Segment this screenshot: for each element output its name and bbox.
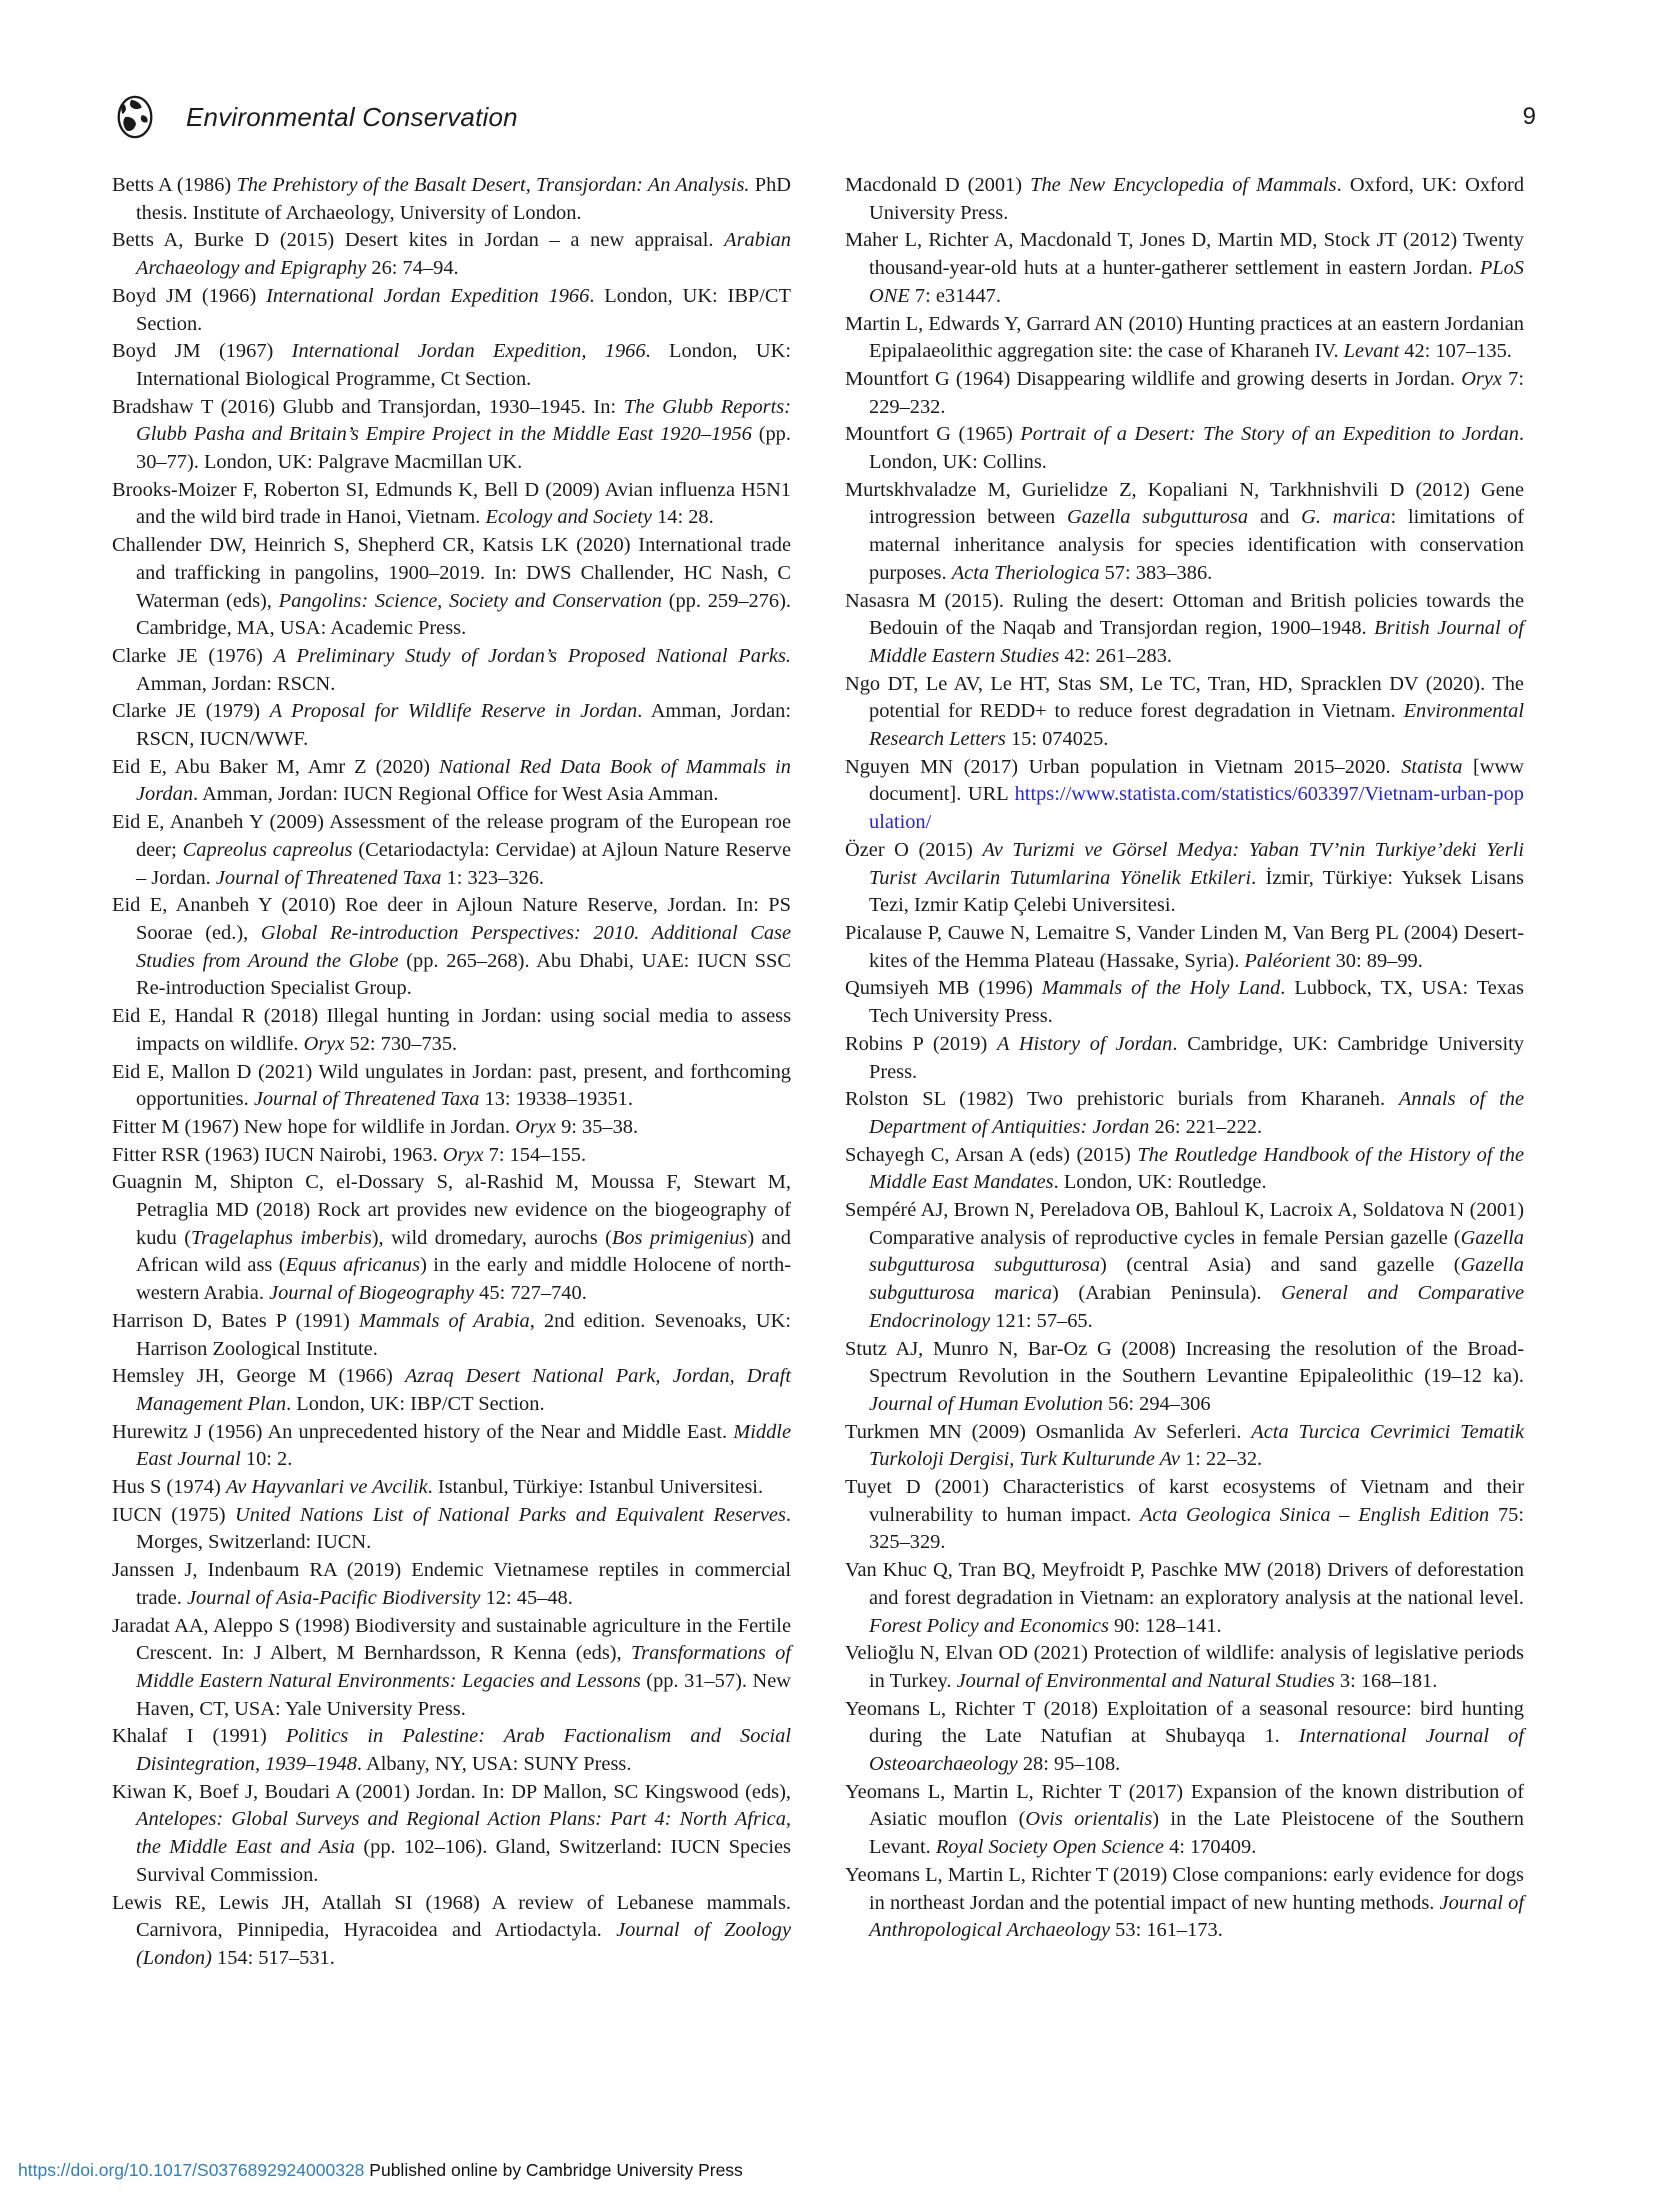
reference-text: Eid E, Ananbeh Y (2010) Roe deer in Ajloun Nature Reserve, Jordan. In: PS Soorae (ed.), — [112, 894, 791, 944]
reference-text: Van Khuc Q, Tran BQ, Meyfroidt P, Paschke MW (2018) Drivers of deforestation and forest degradation in Vietnam: an exploratory analysis at the national level. — [845, 1559, 1524, 1609]
reference-entry — [112, 1363, 791, 1418]
reference-entry — [112, 1114, 791, 1142]
reference-entry — [845, 1031, 1524, 1086]
reference-text: . London, UK: Collins. — [869, 423, 1525, 474]
reference-italic-text: Antelopes: Global Surveys and Regional Action Plans: Part 4: North Africa, the Middle East and Asia — [136, 1808, 791, 1859]
reference-text: Robins P (2019) — [845, 1032, 997, 1055]
reference-italic-text: Journal of Human Evolution — [869, 1392, 1103, 1415]
reference-italic-text: Journal of Asia-Pacific Biodiversity — [186, 1586, 481, 1609]
reference-text: Turkmen MN (2009) Osmanlida Av Seferleri. — [845, 1420, 1252, 1443]
reference-text: . Amman, Jordan: IUCN Regional Office for West Asia Amman. — [193, 783, 719, 806]
reference-text: Betts A, Burke D (2015) Desert kites in Jordan – a new appraisal. — [112, 229, 725, 252]
reference-entry — [845, 1474, 1524, 1557]
reference-italic-text: Levant — [1343, 340, 1400, 363]
reference-text: Mountfort G (1964) Disappearing wildlife and growing deserts in Jordan. — [845, 367, 1462, 390]
reference-text: Guagnin M, Shipton C, el-Dossary S, al-Rashid M, Moussa F, Stewart M, Petraglia MD (2018) Rock art provides new evidence on the biogeography of kudu ( — [112, 1171, 791, 1249]
reference-italic-text: Journal of Threatened Taxa — [215, 866, 442, 889]
reference-entry — [112, 172, 791, 227]
reference-text: Lewis RE, Lewis JH, Atallah SI (1968) A review of Lebanese mammals. Carnivora, Pinnipedia, Hyracoidea and Artiodactyla. — [112, 1891, 791, 1942]
reference-url-link[interactable]: https://www.statista.com/statistics/603397/Vietnam-urban-population/ — [869, 783, 1524, 834]
reference-entry — [845, 421, 1524, 476]
reference-italic-text: Gazella subgutturosa marica — [869, 1254, 1524, 1305]
reference-italic-text: Environmental Research Letters — [869, 700, 1524, 751]
reference-entry — [112, 283, 791, 338]
reference-italic-text: Journal of Threatened Taxa — [253, 1088, 480, 1111]
reference-italic-text: United Nations List of National Parks and Equivalent Reserves — [235, 1503, 786, 1526]
reference-text: 10: 2. — [240, 1448, 293, 1471]
reference-italic-text: Ecology and Society — [485, 506, 652, 529]
reference-text: Clarke JE (1979) — [112, 700, 270, 723]
reference-entry — [112, 1003, 791, 1058]
reference-text: . London, UK: International Biological Programme, Ct Section. — [136, 340, 791, 390]
reference-italic-text: International Journal of Osteoarchaeology — [869, 1725, 1524, 1776]
reference-text: Jaradat AA, Aleppo S (1998) Biodiversity and sustainable agriculture in the Fertile Crescent. In: J Albert, M Bernhardsson, R Kenna (eds), — [112, 1614, 791, 1665]
reference-italic-text: British Journal of Middle Eastern Studies — [869, 617, 1524, 667]
reference-text: Boyd JM (1966) — [112, 284, 267, 307]
reference-entry — [112, 1059, 791, 1114]
reference-text: Nguyen MN (2017) Urban population in Vietnam 2015–2020. — [845, 755, 1402, 778]
reference-text: 9: 35–38. — [555, 1115, 639, 1138]
reference-entry — [112, 892, 791, 1003]
reference-italic-text: Oryx — [442, 1143, 484, 1166]
reference-text: Eid E, Handal R (2018) Illegal hunting in Jordan: using social media to assess impacts on wildlife. — [112, 1005, 791, 1055]
reference-italic-text: The New Encyclopedia of Mammals — [1030, 174, 1337, 196]
reference-text: Stutz AJ, Munro N, Bar-Oz G (2008) Increasing the resolution of the Broad-Spectrum Revolution in the Southern Levantine Epipaleolithic (19–12 ka). — [845, 1337, 1524, 1388]
reference-text: Hemsley JH, George M (1966) — [112, 1365, 405, 1388]
reference-entry — [112, 754, 791, 809]
reference-entry — [845, 588, 1524, 671]
reference-italic-text: Av Turizmi ve Görsel Medya: Yaban TV’nin Turkiye’deki Yerli Turist Avcilarin Tutumlarina Yönelik Etkileri — [869, 838, 1524, 889]
reference-italic-text: The Glubb Reports: Glubb Pasha and Britain’s Empire Project in the Middle East 1920–1956 — [136, 395, 792, 446]
reference-text: Hus S (1974) — [112, 1476, 226, 1499]
reference-italic-text: Bos primigenius — [611, 1226, 748, 1249]
reference-text: Macdonald D (2001) — [845, 174, 1031, 196]
reference-text: . Oxford, UK: Oxford University Press. — [869, 174, 1525, 224]
reference-entry — [845, 975, 1524, 1030]
reference-text: Yeomans L, Martin L, Richter T (2017) Expansion of the known distribution of Asiatic mouflon ( — [845, 1780, 1524, 1831]
reference-text: Clarke JE (1976) — [112, 644, 274, 667]
reference-entry — [845, 1640, 1524, 1695]
reference-text: 1: 22–32. — [1180, 1448, 1263, 1471]
references-column-left — [112, 172, 791, 1973]
reference-italic-text: Paléorient — [1244, 949, 1331, 972]
reference-entry — [112, 532, 791, 643]
reference-text: Brooks-Moizer F, Roberton SI, Edmunds K, Bell D (2009) Avian influenza H5N1 and the wild bird trade in Hanoi, Vietnam. — [112, 478, 791, 529]
reference-italic-text: The Routledge Handbook of the History of the Middle East Mandates — [869, 1143, 1524, 1194]
reference-entry — [112, 1142, 791, 1170]
reference-entry — [112, 809, 791, 892]
reference-text: ) in the early and middle Holocene of north-western Arabia. — [136, 1254, 791, 1305]
reference-text: , 2nd edition. Sevenoaks, UK: Harrison Zoological Institute. — [136, 1309, 791, 1360]
page-header — [112, 92, 1536, 142]
reference-italic-text: Equus africanus — [285, 1254, 421, 1277]
reference-text: ) and African wild ass ( — [136, 1226, 791, 1277]
reference-italic-text: Annals of the Department of Antiquities: Jordan — [869, 1088, 1524, 1138]
reference-text: Qumsiyeh MB (1996) — [845, 977, 1042, 1000]
reference-text: ) in the Late Pleistocene of the Southern Levant. — [869, 1808, 1524, 1859]
reference-entry — [112, 1557, 791, 1612]
reference-text: ) (Arabian Peninsula). — [1052, 1282, 1282, 1305]
reference-entry — [112, 477, 791, 532]
reference-text: 13: 19338–19351. — [479, 1088, 633, 1111]
reference-text: . Lubbock, TX, USA: Texas Tech University Press. — [869, 977, 1524, 1028]
reference-text: Maher L, Richter A, Macdonald T, Jones D, Martin MD, Stock JT (2012) Twenty thousand-year-old huts at a hunter-gatherer settlement in eastern Jordan. — [845, 229, 1524, 280]
publisher-note: Published online by Cambridge University Press — [369, 2160, 743, 2180]
reference-text: (Cetariodactyla: Cervidae) at Ajloun Nature Reserve – Jordan. — [136, 838, 792, 889]
reference-text: Eid E, Mallon D (2021) Wild ungulates in Jordan: past, present, and forthcoming opportunities. — [112, 1060, 791, 1111]
reference-text: 57: 383–386. — [1099, 561, 1213, 584]
reference-italic-text: Mammals of the Holy Land — [1041, 977, 1281, 1000]
reference-text: Murtskhvaladze M, Gurielidze Z, Kopaliani N, Tarkhnishvili D (2012) Gene introgression between — [845, 478, 1524, 529]
reference-text: Schayegh C, Arsan A (eds) (2015) — [845, 1143, 1138, 1166]
reference-entry — [112, 643, 791, 698]
reference-entry — [845, 671, 1524, 754]
reference-text: Picalause P, Cauwe N, Lemaitre S, Vander Linden M, Van Berg PL (2004) Desert-kites of the Hemma Plateau (Hassake, Syria). — [845, 921, 1524, 972]
reference-text: (pp. 31–57). New Haven, CT, USA: Yale University Press. — [136, 1669, 791, 1720]
reference-text: 28: 95–108. — [1017, 1753, 1121, 1776]
reference-entry — [845, 1142, 1524, 1197]
reference-italic-text: Middle East Journal — [136, 1420, 791, 1471]
reference-entry — [112, 227, 791, 282]
reference-italic-text: A History of Jordan — [996, 1032, 1173, 1055]
reference-text: Mountfort G (1965) — [845, 423, 1021, 446]
reference-entry — [112, 1419, 791, 1474]
reference-text: 75: 325–329. — [869, 1503, 1525, 1554]
reference-entry — [112, 394, 791, 477]
reference-text: 14: 28. — [651, 506, 714, 529]
reference-text: 4: 170409. — [1163, 1836, 1257, 1859]
reference-text: Tuyet D (2001) Characteristics of karst ecosystems of Vietnam and their vulnerability to human impact. — [845, 1476, 1524, 1526]
reference-entry — [845, 1557, 1524, 1640]
reference-italic-text: Capreolus capreolus — [182, 838, 353, 861]
reference-text: 3: 168–181. — [1334, 1669, 1438, 1692]
reference-text: . Istanbul, Türkiye: Istanbul Universitesi. — [427, 1476, 764, 1499]
reference-italic-text: Global Re-introduction Perspectives: 2010. Additional Case Studies from Around the Globe — [136, 921, 791, 972]
reference-italic-text: Forest Policy and Economics — [869, 1614, 1109, 1637]
reference-text: Velioğlu N, Elvan OD (2021) Protection of wildlife: analysis of legislative periods in Turkey. — [845, 1642, 1524, 1692]
reference-text: 52: 730–735. — [344, 1032, 458, 1055]
references-column-right — [845, 172, 1524, 1973]
reference-text: 42: 107–135. — [1399, 340, 1512, 363]
reference-entry — [845, 1086, 1524, 1141]
reference-text: . London, UK: Routledge. — [1053, 1171, 1267, 1194]
reference-text: Fitter M (1967) New hope for wildlife in Jordan. — [112, 1115, 516, 1138]
reference-text: 7: 154–155. — [483, 1143, 587, 1166]
reference-text: 26: 74–94. — [366, 257, 459, 280]
reference-text: 15: 074025. — [1005, 728, 1109, 751]
reference-entry — [112, 1779, 791, 1890]
page-number: 9 — [1522, 103, 1536, 130]
doi-link[interactable]: https://doi.org/10.1017/S0376892924000328 — [18, 2160, 365, 2180]
reference-text: : limitations of maternal inheritance analysis for species identification with conservation purposes. — [869, 506, 1524, 584]
reference-italic-text: Gazella subgutturosa subgutturosa — [869, 1226, 1524, 1277]
reference-italic-text: General and Comparative Endocrinology — [869, 1282, 1524, 1332]
reference-text: . London, UK: IBP/CT Section. — [286, 1392, 545, 1415]
globe-icon — [112, 94, 158, 140]
reference-entry — [845, 1862, 1524, 1945]
reference-text: Khalaf I (1991) — [112, 1725, 286, 1748]
reference-text: PhD thesis. Institute of Archaeology, University of London. — [136, 174, 792, 224]
reference-text: Hurewitz J (1956) An unprecedented history of the Near and Middle East. — [112, 1420, 734, 1443]
reference-text: Amman, Jordan: RSCN. — [136, 672, 336, 695]
reference-text: IUCN (1975) — [112, 1503, 235, 1526]
reference-text: 42: 261–283. — [1059, 644, 1173, 667]
reference-text: ) (central Asia) and sand gazelle ( — [1100, 1254, 1461, 1277]
reference-entry — [845, 311, 1524, 366]
reference-entry — [845, 1779, 1524, 1862]
reference-italic-text: Oryx — [515, 1115, 556, 1138]
reference-italic-text: Portrait of a Desert: The Story of an Expedition to Jordan — [1020, 423, 1519, 446]
reference-italic-text: Gazella subgutturosa — [1067, 506, 1249, 529]
reference-entry — [845, 754, 1524, 837]
reference-text: 56: 294–306 — [1102, 1392, 1211, 1415]
reference-text: Fitter RSR (1963) IUCN Nairobi, 1963. — [112, 1143, 443, 1166]
reference-italic-text: PLoS ONE — [869, 257, 1524, 307]
reference-italic-text: Acta Turcica Cevrimici Tematik Turkoloji Dergisi, Turk Kulturunde Av — [869, 1420, 1525, 1471]
reference-text: 12: 45–48. — [480, 1586, 573, 1609]
reference-italic-text: Acta Geologica Sinica – English Edition — [1139, 1503, 1490, 1526]
reference-italic-text: Tragelaphus imberbis — [191, 1226, 372, 1249]
reference-italic-text: Mammals of Arabia — [358, 1309, 530, 1332]
reference-text: . Cambridge, UK: Cambridge University Press. — [869, 1032, 1524, 1083]
reference-text: (pp. 102–106). Gland, Switzerland: IUCN Species Survival Commission. — [136, 1836, 791, 1886]
reference-italic-text: International Jordan Expedition 1966 — [266, 284, 590, 307]
reference-text: 7: 229–232. — [869, 367, 1524, 418]
reference-text: Martin L, Edwards Y, Garrard AN (2010) Hunting practices at an eastern Jordanian Epipalaeolithic aggregation site: the case of Kharaneh IV. — [845, 312, 1524, 363]
reference-text: . London, UK: IBP/CT Section. — [136, 284, 791, 335]
reference-text: Nasasra M (2015). Ruling the desert: Ottoman and British policies towards the Bedouin of the Naqab and Transjordan region, 1900–1948. — [845, 589, 1524, 640]
reference-italic-text: Acta Theriologica — [951, 561, 1100, 584]
reference-italic-text: Transformations of Middle Eastern Natural Environments: Legacies and Lessons — [136, 1642, 791, 1692]
reference-entry — [845, 172, 1524, 227]
reference-text: 1: 323–326. — [441, 866, 545, 889]
reference-text: Janssen J, Indenbaum RA (2019) Endemic Vietnamese reptiles in commercial trade. — [112, 1559, 791, 1609]
reference-text: 26: 221–222. — [1149, 1115, 1263, 1138]
reference-text: (pp. 30–77). London, UK: Palgrave Macmillan UK. — [136, 423, 791, 474]
reference-italic-text: Pangolins: Science, Society and Conservation — [278, 589, 662, 612]
reference-italic-text: Journal of Zoology (London) — [136, 1919, 792, 1969]
reference-entry — [845, 1419, 1524, 1474]
reference-italic-text: International Jordan Expedition, 1966 — [291, 340, 646, 363]
reference-text: (pp. 265–268). Abu Dhabi, UAE: IUCN SSC Re-introduction Specialist Group. — [136, 949, 791, 1000]
reference-text: (pp. 259–276). Cambridge, MA, USA: Academic Press. — [136, 589, 791, 640]
reference-italic-text: National Red Data Book of Mammals in Jordan — [136, 755, 791, 806]
reference-italic-text: Av Hayvanlari ve Avcilik — [225, 1476, 428, 1499]
reference-entry — [112, 1890, 791, 1973]
reference-entry — [112, 1613, 791, 1724]
reference-text: Ngo DT, Le AV, Le HT, Stas SM, Le TC, Tran, HD, Spracklen DV (2020). The potential for REDD+ to reduce forest degradation in Vietnam. — [845, 672, 1524, 723]
reference-entry — [112, 698, 791, 753]
reference-entry — [112, 1169, 791, 1308]
reference-text: Betts A (1986) — [112, 174, 237, 196]
page-footer — [18, 2160, 743, 2181]
reference-text: 7: e31447. — [909, 284, 1001, 307]
reference-entry — [112, 1723, 791, 1778]
reference-entry — [112, 1502, 791, 1557]
reference-entry — [845, 1197, 1524, 1336]
reference-text: 53: 161–173. — [1110, 1919, 1223, 1942]
reference-text: Challender DW, Heinrich S, Shepherd CR, Katsis LK (2020) International trade and trafficking in pangolins, 1900–2019. In: DWS Challender, HC Nash, C Waterman (eds), — [112, 534, 791, 612]
reference-text: ), wild dromedary, aurochs ( — [371, 1226, 612, 1249]
reference-entry — [845, 477, 1524, 588]
reference-entry — [845, 227, 1524, 310]
reference-text: Yeomans L, Richter T (2018) Exploitation of a seasonal resource: bird hunting during the Late Natufian at Shubayqa 1. — [845, 1697, 1524, 1748]
references-section — [112, 172, 1524, 1973]
reference-text: 45: 727–740. — [474, 1282, 587, 1305]
reference-text: 154: 517–531. — [211, 1947, 335, 1969]
reference-entry — [112, 338, 791, 393]
reference-entry — [845, 920, 1524, 975]
reference-italic-text: Politics in Palestine: Arab Factionalism and Social Disintegration, 1939–1948 — [136, 1725, 791, 1776]
reference-italic-text: Azraq Desert National Park, Jordan, Draft Management Plan — [136, 1365, 791, 1415]
reference-italic-text: A Preliminary Study of Jordan’s Proposed National Parks. — [273, 644, 791, 667]
reference-italic-text: Oryx — [303, 1032, 345, 1055]
reference-text: . Albany, NY, USA: SUNY Press. — [356, 1753, 632, 1776]
reference-entry — [845, 837, 1524, 920]
reference-text: 121: 57–65. — [990, 1309, 1093, 1332]
reference-text: . Amman, Jordan: RSCN, IUCN/WWF. — [136, 700, 791, 751]
reference-italic-text: Statista — [1401, 755, 1463, 778]
reference-entry — [112, 1474, 791, 1502]
reference-italic-text: Ovis orientalis — [1025, 1808, 1153, 1831]
reference-text: Rolston SL (1982) Two prehistoric burials from Kharaneh. — [845, 1088, 1399, 1111]
reference-text: Sempéré AJ, Brown N, Pereladova OB, Bahloul K, Lacroix A, Soldatova N (2001) Comparative analysis of reproductive cycles in female Persian gazelle ( — [845, 1199, 1524, 1249]
reference-text: . İzmir, Türkiye: Yuksek Lisans Tezi, Izmir Katip Çelebi Universitesi. — [869, 866, 1524, 917]
reference-italic-text: Journal of Anthropological Archaeology — [869, 1891, 1524, 1942]
reference-text: . Morges, Switzerland: IUCN. — [136, 1503, 791, 1554]
reference-text: Harrison D, Bates P (1991) — [112, 1309, 359, 1332]
reference-entry — [845, 1696, 1524, 1779]
reference-entry — [112, 1308, 791, 1363]
reference-text: and — [1248, 506, 1302, 529]
reference-text: [www document]. URL — [869, 755, 1524, 806]
reference-text: Eid E, Ananbeh Y (2009) Assessment of the release program of the European roe deer; — [112, 811, 791, 861]
reference-text: Kiwan K, Boef J, Boudari A (2001) Jordan. In: DP Mallon, SC Kingswood (eds), — [112, 1780, 791, 1803]
reference-italic-text: G. marica — [1301, 506, 1391, 529]
reference-italic-text: Royal Society Open Science — [935, 1836, 1164, 1859]
reference-italic-text: The Prehistory of the Basalt Desert, Transjordan: An Analysis. — [236, 174, 750, 196]
reference-entry — [845, 1336, 1524, 1419]
reference-text: Boyd JM (1967) — [112, 340, 292, 363]
reference-text: Yeomans L, Martin L, Richter T (2019) Close companions: early evidence for dogs in northeast Jordan and the potential impact of new hunting methods. — [845, 1863, 1524, 1914]
reference-italic-text: Oryx — [1461, 367, 1502, 390]
reference-text: Özer O (2015) — [845, 838, 983, 861]
reference-italic-text: Journal of Environmental and Natural Studies — [956, 1669, 1335, 1692]
reference-italic-text: A Proposal for Wildlife Reserve in Jordan — [269, 700, 638, 723]
reference-text: 30: 89–99. — [1330, 949, 1423, 972]
reference-text: Eid E, Abu Baker M, Amr Z (2020) — [112, 755, 439, 778]
reference-text: Bradshaw T (2016) Glubb and Transjordan, 1930–1945. In: — [112, 395, 624, 418]
reference-italic-text: Journal of Biogeography — [269, 1282, 475, 1305]
reference-text: 90: 128–141. — [1108, 1614, 1222, 1637]
reference-entry — [845, 366, 1524, 421]
journal-title: Environmental Conservation — [186, 101, 518, 132]
reference-italic-text: Arabian Archaeology and Epigraphy — [136, 229, 791, 280]
